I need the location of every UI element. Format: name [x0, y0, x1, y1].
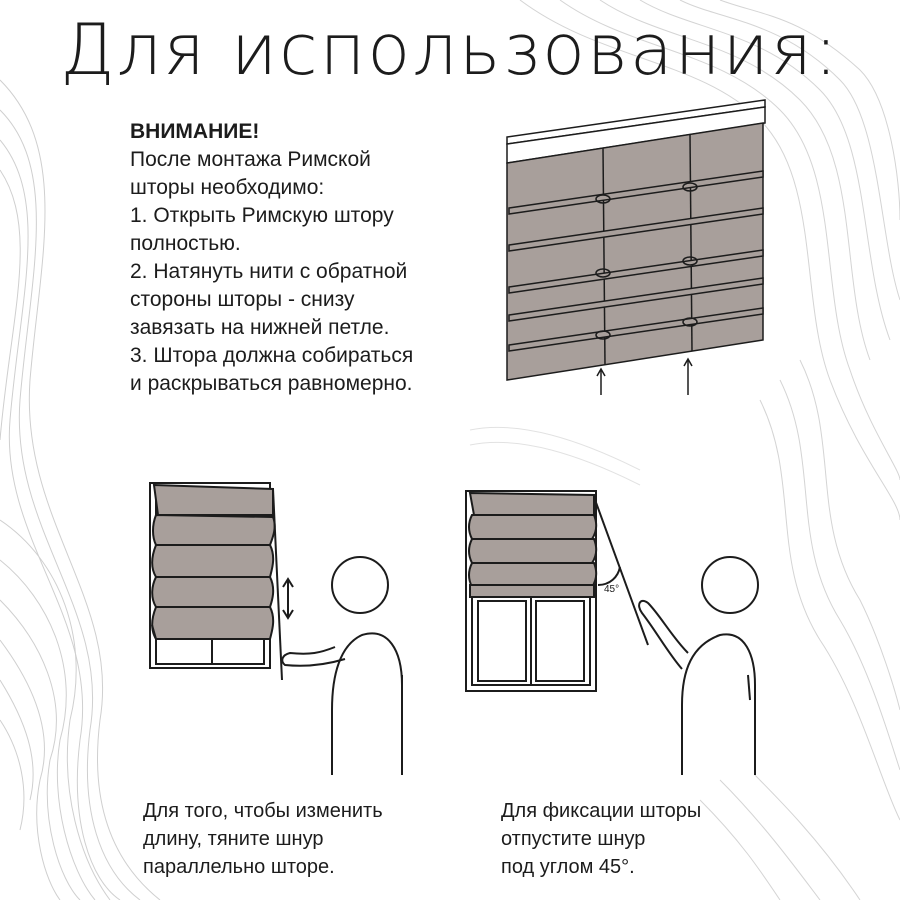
angle-arc-icon: [598, 567, 620, 585]
caption-line: параллельно шторе.: [143, 856, 335, 878]
page-title: Для использования:: [60, 9, 840, 91]
warning-instructions: [130, 118, 490, 398]
caption-adjust-length: [143, 797, 383, 881]
warning-line: 1. Открыть Римскую штору: [130, 204, 394, 227]
caption-fix-blind: [501, 797, 701, 881]
warning-line: шторы необходимо:: [130, 176, 325, 199]
person-pulling-cord-illustration: [140, 475, 420, 775]
warning-line: и раскрываться равномерно.: [130, 372, 413, 395]
double-arrow-icon: [283, 579, 293, 618]
warning-heading: ВНИМАНИЕ!: [130, 120, 260, 143]
warning-line: завязать на нижней петле.: [130, 316, 390, 339]
warning-line: полностью.: [130, 232, 241, 255]
person-fixing-cord-illustration: [460, 485, 760, 775]
warning-line: стороны шторы - снизу: [130, 288, 355, 311]
caption-line: под углом 45°.: [501, 856, 635, 878]
warning-line: После монтажа Римской: [130, 148, 371, 171]
warning-line: 2. Натянуть нити с обратной: [130, 260, 408, 283]
caption-line: Для фиксации шторы: [501, 800, 702, 822]
caption-line: длину, тяните шнур: [143, 828, 324, 850]
angle-label: 45°: [604, 584, 620, 595]
caption-line: отпустите шнур: [501, 828, 646, 850]
warning-line: 3. Штора должна собираться: [130, 344, 414, 367]
roman-blind-back-illustration: [495, 95, 775, 400]
caption-line: Для того, чтобы изменить: [143, 800, 383, 822]
